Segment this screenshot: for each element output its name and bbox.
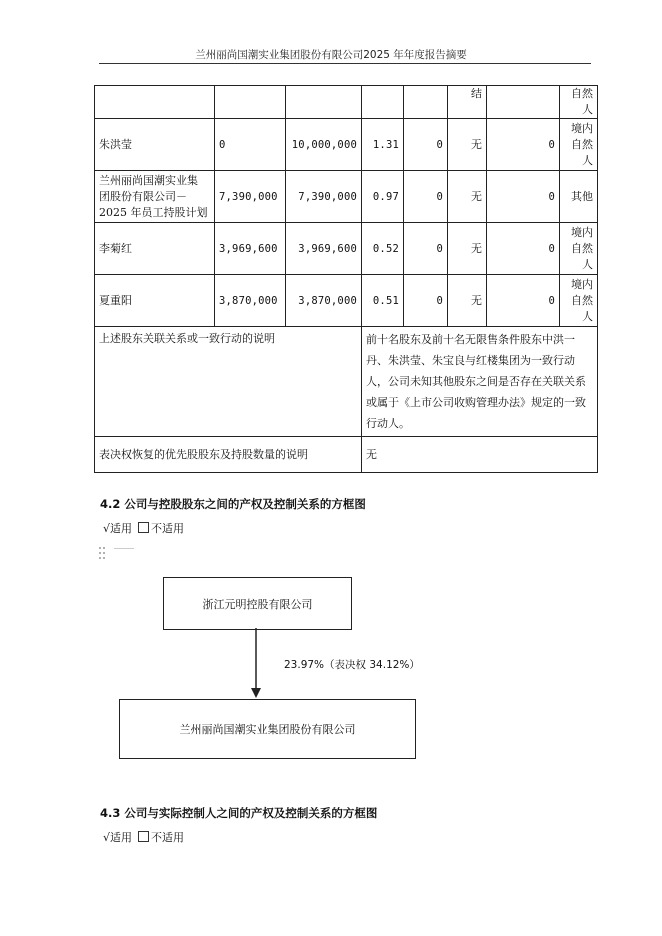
table-cell xyxy=(362,86,404,119)
holder-name-line: 团股份有限公司－ xyxy=(99,189,187,203)
header-divider xyxy=(99,63,591,64)
holder-nature-cell xyxy=(560,275,598,327)
applicable-option: √适用 xyxy=(103,522,133,535)
section-4-3-title: 4.3 公司与实际控制人之间的产权及控制关系的方框图 xyxy=(100,806,378,820)
shares-held-cell: 7,390,000 xyxy=(286,171,362,223)
relation-label-cell: 上述股东关联关系或一致行动的说明 xyxy=(95,327,362,437)
period-change-cell: 3,969,600 xyxy=(215,223,286,275)
divider xyxy=(114,548,134,549)
holder-nature-cell xyxy=(560,86,598,119)
applicability-4-2 xyxy=(103,520,184,536)
table-cell xyxy=(215,86,286,119)
company-name: 兰州丽尚国潮实业集团股份有限公司 xyxy=(179,723,356,736)
holder-name-cell: 夏重阳 xyxy=(95,275,215,327)
ownership-arrow-icon xyxy=(248,628,264,700)
relation-text-cell: 前十名股东及前十名无限售条件股东中洪一丹、朱洪莹、朱宝良与红楼集团为一致行动人，公司未知其他股东之间是否存在关联关系或属于《上市公司收购管理办法》规定的一致行动人。 xyxy=(362,327,598,437)
holder-name-cell xyxy=(95,171,215,223)
pledge-status-cell: 无 xyxy=(448,119,487,171)
pledge-status-cell: 无 xyxy=(448,171,487,223)
nature-line: 境内 xyxy=(571,121,593,135)
table-row xyxy=(95,275,598,327)
holder-nature-cell xyxy=(560,171,598,223)
nature-line: 自然 xyxy=(571,241,593,255)
controlling-shareholder-name: 浙江元明控股有限公司 xyxy=(202,597,313,611)
checkbox-icon xyxy=(138,831,149,842)
holder-name-cell: 李菊红 xyxy=(95,223,215,275)
table-row xyxy=(95,86,598,119)
pledge-count-cell: 0 xyxy=(487,171,560,223)
table-cell xyxy=(95,86,215,119)
not-applicable-option: 不适用 xyxy=(151,522,185,535)
controlling-shareholder-box xyxy=(163,577,352,630)
nature-line: 自然 xyxy=(571,293,593,307)
pledge-count-cell: 0 xyxy=(487,275,560,327)
table-cell xyxy=(286,86,362,119)
applicability-4-3 xyxy=(103,829,184,845)
ownership-percentage-label: 23.97%（表决权 34.12%） xyxy=(284,659,420,671)
section-4-2-title: 4.2 公司与控股股东之间的产权及控制关系的方框图 xyxy=(100,497,366,511)
holder-name-line: 2025 年员工持股计划 xyxy=(99,205,208,219)
nature-line: 境内 xyxy=(571,225,593,239)
holder-nature-cell xyxy=(560,119,598,171)
nature-line: 人 xyxy=(582,257,593,271)
nature-line: 人 xyxy=(582,153,593,167)
restricted-shares-cell: 0 xyxy=(404,275,448,327)
table-row xyxy=(95,223,598,275)
preferred-label-cell: 表决权恢复的优先股股东及持股数量的说明 xyxy=(95,437,362,473)
shares-held-cell: 3,870,000 xyxy=(286,275,362,327)
preferred-text-cell: 无 xyxy=(362,437,598,473)
shares-held-cell: 3,969,600 xyxy=(286,223,362,275)
period-change-cell: 3,870,000 xyxy=(215,275,286,327)
pledge-status-cell: 结 xyxy=(448,86,487,119)
percentage-cell: 1.31 xyxy=(362,119,404,171)
pledge-status-cell: 无 xyxy=(448,223,487,275)
restricted-shares-cell: 0 xyxy=(404,171,448,223)
shares-held-cell: 10,000,000 xyxy=(286,119,362,171)
table-row xyxy=(95,171,598,223)
drag-handle-icon[interactable] xyxy=(99,547,107,561)
nature-line: 自然 xyxy=(571,137,593,151)
nature-line: 人 xyxy=(582,309,593,323)
not-applicable-option: 不适用 xyxy=(151,831,185,844)
table-row xyxy=(95,119,598,171)
pledge-count-cell: 0 xyxy=(487,119,560,171)
restricted-shares-cell: 0 xyxy=(404,119,448,171)
percentage-cell: 0.97 xyxy=(362,171,404,223)
percentage-cell: 0.51 xyxy=(362,275,404,327)
checkbox-icon xyxy=(138,522,149,533)
table-cell xyxy=(487,86,560,119)
shareholder-table xyxy=(94,85,598,473)
nature-line: 境内 xyxy=(571,277,593,291)
percentage-cell: 0.52 xyxy=(362,223,404,275)
pledge-count-cell: 0 xyxy=(487,223,560,275)
pledge-status-cell: 无 xyxy=(448,275,487,327)
company-box xyxy=(119,699,416,759)
period-change-cell: 7,390,000 xyxy=(215,171,286,223)
nature-line: 其他 xyxy=(571,189,593,203)
nature-line: 自然 xyxy=(571,87,593,100)
applicable-option: √适用 xyxy=(103,831,133,844)
table-row xyxy=(95,327,598,437)
holder-name-cell: 朱洪莹 xyxy=(95,119,215,171)
table-row xyxy=(95,437,598,473)
restricted-shares-cell: 0 xyxy=(404,223,448,275)
table-cell xyxy=(404,86,448,119)
nature-line: 人 xyxy=(582,103,593,116)
holder-name-line: 兰州丽尚国潮实业集 xyxy=(99,173,198,187)
period-change-cell: 0 xyxy=(215,119,286,171)
page-header-title: 兰州丽尚国潮实业集团股份有限公司2025 年年度报告摘要 xyxy=(195,49,467,61)
holder-nature-cell xyxy=(560,223,598,275)
